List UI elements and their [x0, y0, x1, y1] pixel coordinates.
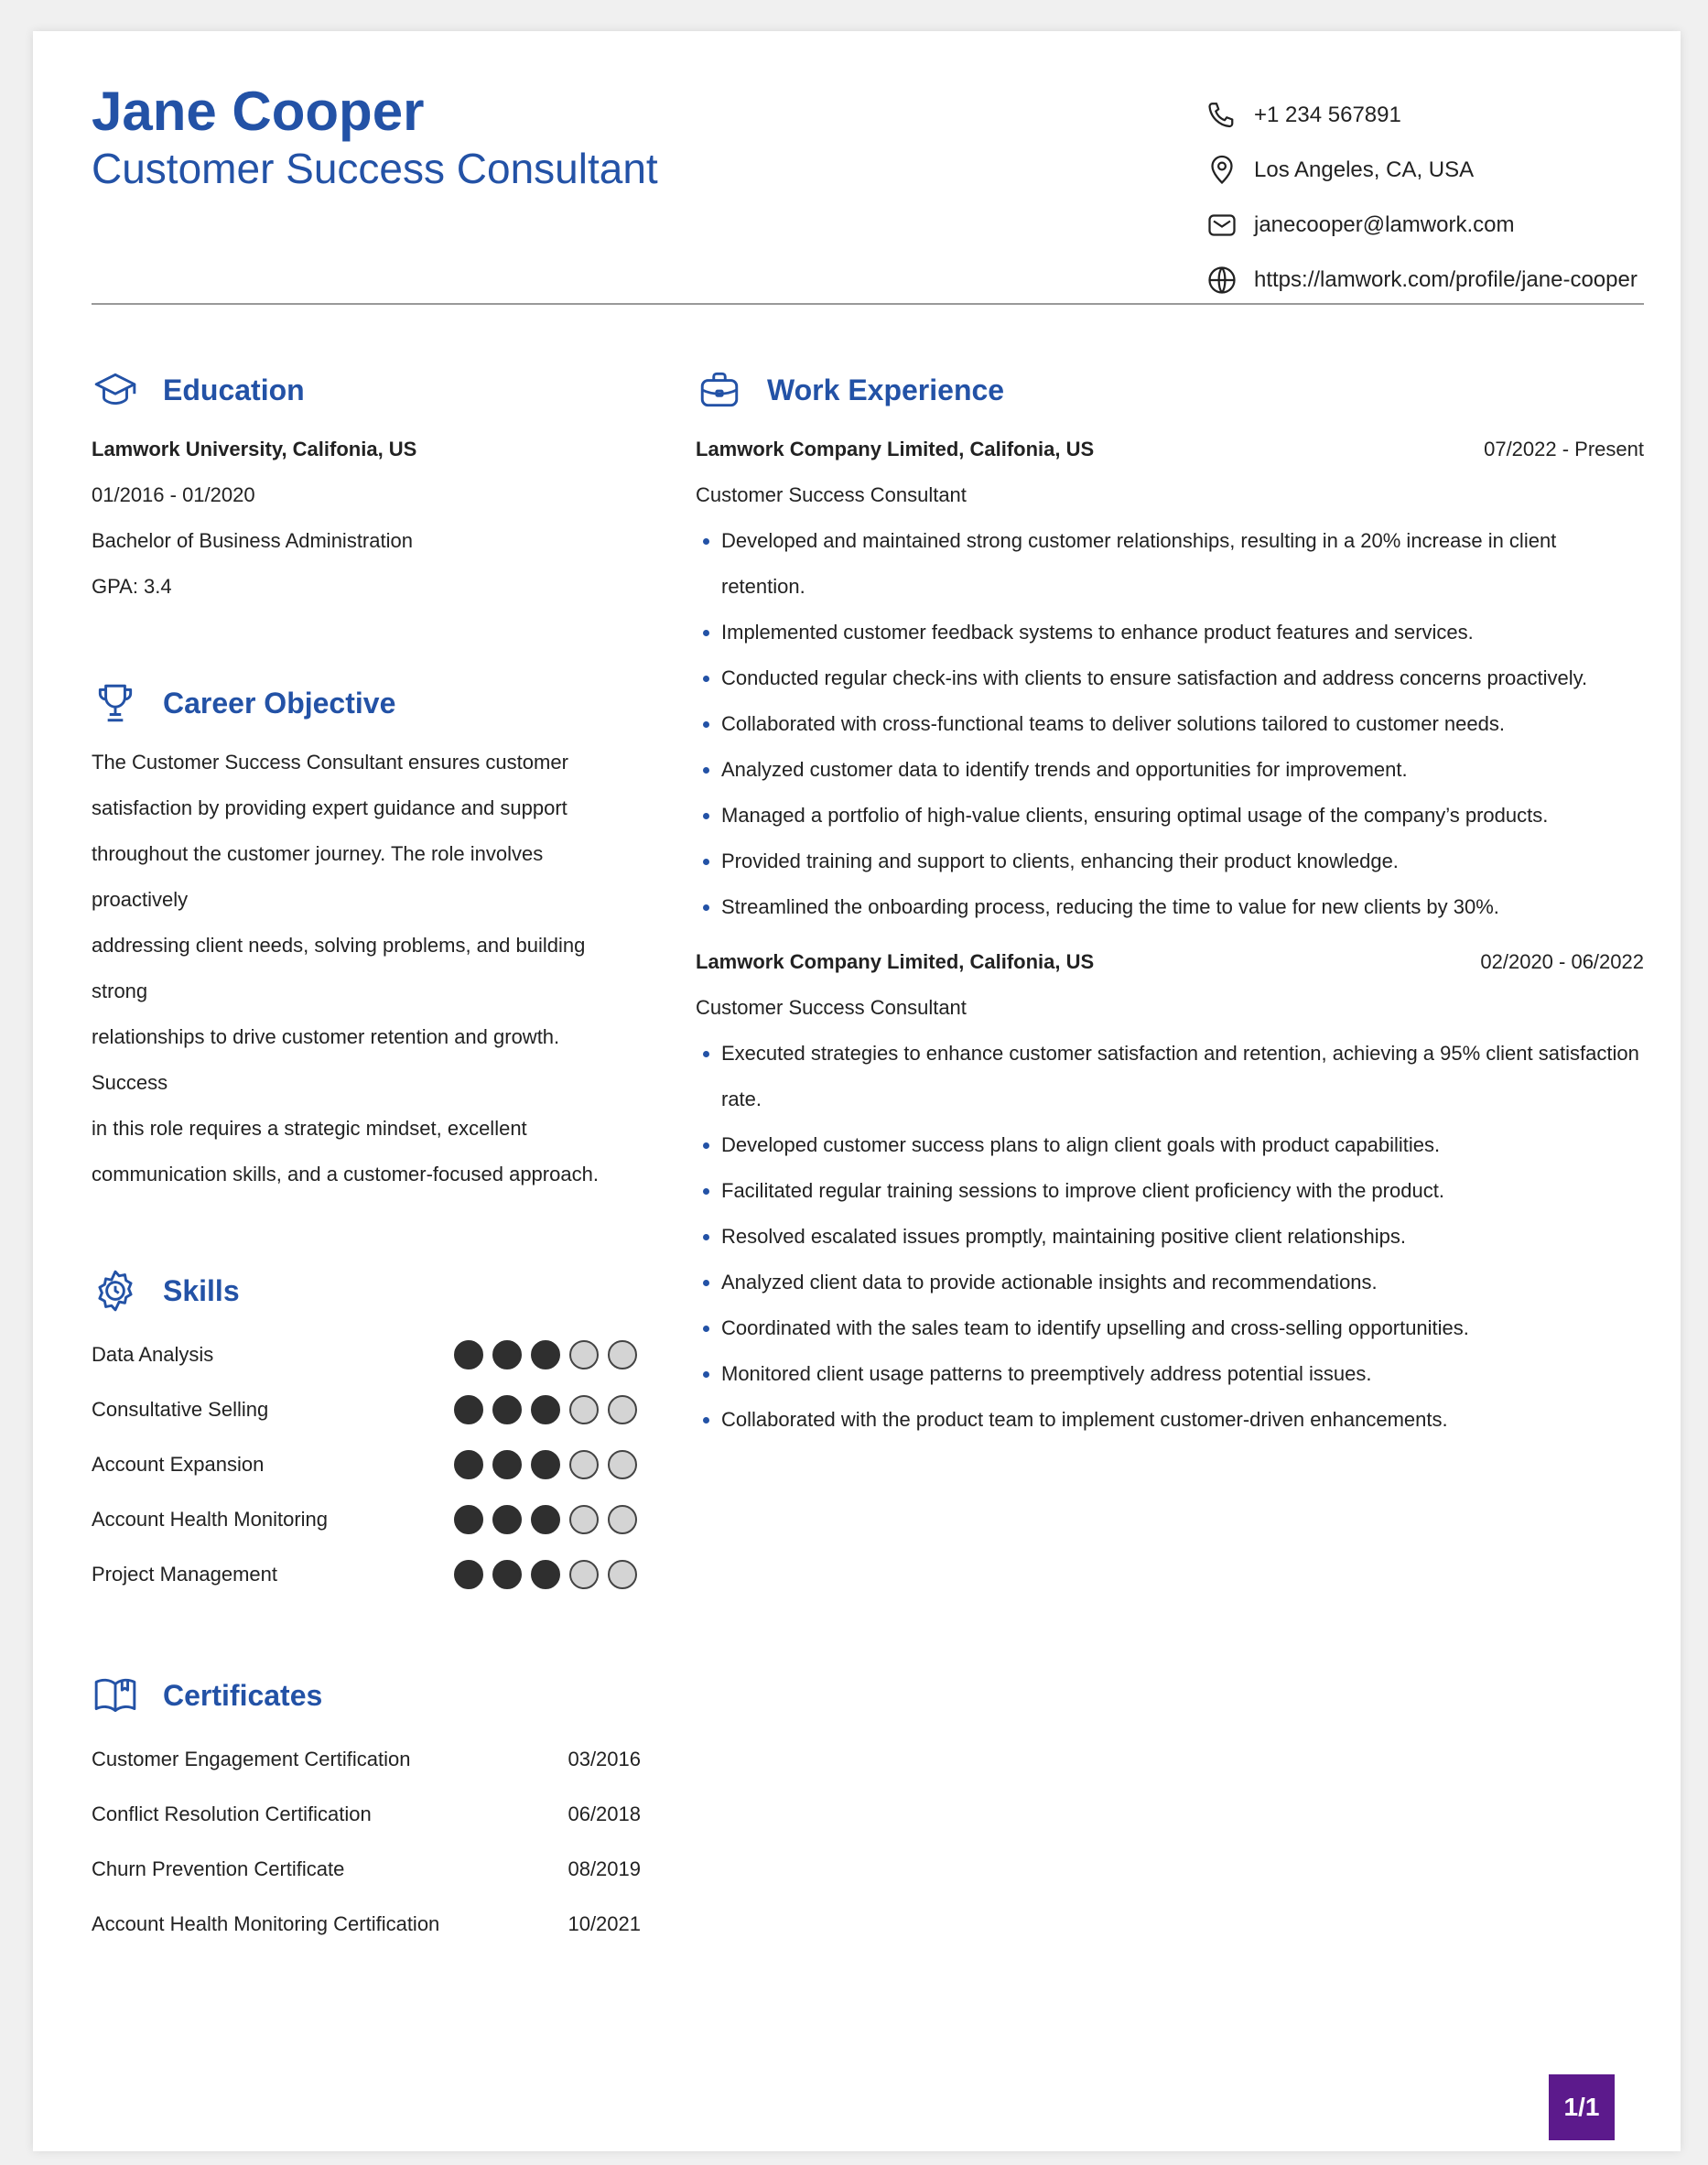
skills-list — [92, 1327, 641, 1602]
contact-website[interactable] — [1205, 253, 1644, 308]
objective-line: throughout the customer journey. The role involves proactively — [92, 842, 544, 911]
job-bullet: Analyzed customer data to identify trends and opportunities for improvement. — [721, 747, 1644, 793]
objective-line: The Customer Success Consultant ensures customer — [92, 751, 568, 774]
objective-line: relationships to drive customer retention and growth. Success — [92, 1025, 560, 1094]
skill-label: Consultative Selling — [92, 1398, 269, 1421]
right-column — [696, 361, 1644, 1443]
rating-dot-filled — [454, 1340, 483, 1369]
resume-page — [33, 31, 1681, 2151]
email-icon — [1205, 208, 1239, 243]
job-dates: 07/2022 - Present — [1484, 438, 1644, 460]
certificate-row — [92, 1787, 641, 1842]
objective-text — [92, 740, 641, 1197]
rating-dot-empty — [569, 1560, 599, 1589]
job-bullets — [696, 518, 1644, 930]
briefcase-icon — [696, 366, 743, 414]
rating-dot-empty — [608, 1340, 637, 1369]
skills-section — [92, 1261, 641, 1602]
job-bullet: Managed a portfolio of high-value clients, ensuring optimal usage of the company’s products. — [721, 793, 1644, 839]
candidate-title: Customer Success Consultant — [92, 145, 658, 192]
job-company: Lamwork Company Limited, Califonia, US — [696, 438, 1095, 460]
certificate-date: 03/2016 — [568, 1748, 641, 1770]
rating-dot-filled — [454, 1505, 483, 1534]
job-company: Lamwork Company Limited, Califonia, US — [696, 950, 1095, 973]
certificate-date: 10/2021 — [568, 1912, 641, 1935]
rating-dot-empty — [608, 1395, 637, 1424]
certificate-row — [92, 1732, 641, 1787]
contact-email[interactable] — [1205, 198, 1644, 253]
job-dates: 02/2020 - 06/2022 — [1480, 950, 1644, 973]
certificate-name: Account Health Monitoring Certification — [92, 1912, 440, 1935]
job-bullet: Provided training and support to clients, enhancing their product knowledge. — [721, 839, 1644, 884]
job-bullet: Resolved escalated issues promptly, maintaining positive client relationships. — [721, 1214, 1644, 1260]
certificate-date: 08/2019 — [568, 1857, 641, 1880]
rating-dot-filled — [454, 1450, 483, 1479]
contact-phone — [1205, 88, 1644, 143]
job-bullet: Coordinated with the sales team to identify upselling and cross-selling opportunities. — [721, 1305, 1644, 1351]
job-entry — [696, 427, 1644, 930]
location-icon — [1205, 153, 1239, 188]
skill-row — [92, 1382, 641, 1437]
certificates-section — [92, 1666, 641, 1952]
skill-rating — [454, 1560, 637, 1589]
education-dates: 01/2016 - 01/2020 — [92, 483, 255, 506]
certificate-name: Customer Engagement Certification — [92, 1748, 411, 1770]
objective-heading — [92, 674, 641, 732]
contact-list — [1205, 88, 1644, 308]
education-section — [92, 361, 641, 610]
education-degree: Bachelor of Business Administration — [92, 529, 413, 552]
rating-dot-filled — [492, 1560, 522, 1589]
rating-dot-empty — [569, 1450, 599, 1479]
header-divider — [92, 303, 1644, 305]
job-bullet: Monitored client usage patterns to preemptively address potential issues. — [721, 1351, 1644, 1397]
rating-dot-filled — [492, 1395, 522, 1424]
skill-label: Account Expansion — [92, 1453, 265, 1476]
skill-rating — [454, 1505, 637, 1534]
rating-dot-filled — [531, 1505, 560, 1534]
page-indicator[interactable]: 1/1 — [1549, 2074, 1615, 2140]
job-bullet: Implemented customer feedback systems to enhance product features and services. — [721, 610, 1644, 655]
job-bullet: Facilitated regular training sessions to improve client proficiency with the product. — [721, 1168, 1644, 1214]
certificate-name: Conflict Resolution Certification — [92, 1802, 372, 1825]
phone-icon — [1205, 98, 1239, 133]
certificates-title: Certificates — [163, 1678, 323, 1712]
certificates-list — [92, 1732, 641, 1952]
objective-line: satisfaction by providing expert guidance and support — [92, 796, 568, 819]
rating-dot-filled — [492, 1505, 522, 1534]
gear-clock-icon — [92, 1267, 139, 1315]
left-column — [92, 361, 641, 1952]
skill-row — [92, 1437, 641, 1492]
rating-dot-filled — [454, 1560, 483, 1589]
contact-email-text[interactable]: janecooper@lamwork.com — [1254, 212, 1515, 237]
objective-line: communication skills, and a customer-focused approach. — [92, 1163, 599, 1185]
education-gpa: GPA: 3.4 — [92, 575, 172, 598]
skill-label: Account Health Monitoring — [92, 1508, 329, 1531]
certificate-date: 06/2018 — [568, 1802, 641, 1825]
graduation-cap-icon — [92, 366, 139, 414]
job-bullet: Collaborated with cross-functional teams to deliver solutions tailored to customer needs. — [721, 701, 1644, 747]
education-heading — [92, 361, 641, 419]
contact-website-text[interactable]: https://lamwork.com/profile/jane-cooper — [1254, 267, 1638, 292]
job-bullets — [696, 1031, 1644, 1443]
skill-rating — [454, 1340, 637, 1369]
rating-dot-filled — [531, 1340, 560, 1369]
skill-row — [92, 1547, 641, 1602]
objective-title: Career Objective — [163, 686, 396, 720]
certificate-row — [92, 1842, 641, 1897]
job-bullet: Developed customer success plans to align client goals with product capabilities. — [721, 1122, 1644, 1168]
skill-rating — [454, 1450, 637, 1479]
job-bullet: Executed strategies to enhance customer satisfaction and retention, achieving a 95% client satisfaction rate. — [721, 1031, 1644, 1122]
contact-phone-text: +1 234 567891 — [1254, 103, 1401, 127]
rating-dot-empty — [608, 1450, 637, 1479]
work-title: Work Experience — [767, 373, 1005, 406]
job-bullet: Analyzed client data to provide actionable insights and recommendations. — [721, 1260, 1644, 1305]
skills-title: Skills — [163, 1273, 240, 1307]
rating-dot-empty — [608, 1560, 637, 1589]
rating-dot-empty — [569, 1340, 599, 1369]
contact-location-text: Los Angeles, CA, USA — [1254, 157, 1475, 182]
globe-icon — [1205, 263, 1239, 298]
rating-dot-empty — [608, 1505, 637, 1534]
job-header — [696, 939, 1644, 985]
skill-label: Data Analysis — [92, 1343, 214, 1366]
contact-location — [1205, 143, 1644, 198]
rating-dot-empty — [569, 1395, 599, 1424]
objective-section — [92, 674, 641, 1197]
rating-dot-filled — [492, 1450, 522, 1479]
objective-line: addressing client needs, solving problems, and building strong — [92, 934, 586, 1002]
job-role: Customer Success Consultant — [696, 483, 967, 506]
objective-line: in this role requires a strategic mindset, excellent — [92, 1117, 527, 1140]
rating-dot-filled — [454, 1395, 483, 1424]
rating-dot-filled — [531, 1395, 560, 1424]
job-bullet: Developed and maintained strong customer relationships, resulting in a 20% increase in client retention. — [721, 518, 1644, 610]
certificate-row — [92, 1897, 641, 1952]
book-icon — [92, 1672, 139, 1719]
rating-dot-filled — [531, 1560, 560, 1589]
skills-heading — [92, 1261, 641, 1320]
skill-label: Project Management — [92, 1563, 277, 1586]
education-title: Education — [163, 373, 305, 406]
rating-dot-empty — [569, 1505, 599, 1534]
rating-dot-filled — [531, 1450, 560, 1479]
job-bullet: Collaborated with the product team to implement customer-driven enhancements. — [721, 1397, 1644, 1443]
candidate-name: Jane Cooper — [92, 81, 425, 142]
trophy-icon — [92, 679, 139, 727]
work-heading — [696, 361, 1644, 419]
job-header — [696, 427, 1644, 472]
certificates-heading — [92, 1666, 641, 1725]
rating-dot-filled — [492, 1340, 522, 1369]
job-bullet: Conducted regular check-ins with clients to ensure satisfaction and address concerns proactively. — [721, 655, 1644, 701]
job-bullet: Streamlined the onboarding process, reducing the time to value for new clients by 30%. — [721, 884, 1644, 930]
job-role: Customer Success Consultant — [696, 996, 967, 1019]
certificate-name: Churn Prevention Certificate — [92, 1857, 345, 1880]
job-entry — [696, 939, 1644, 1443]
education-school: Lamwork University, Califonia, US — [92, 438, 417, 460]
skill-row — [92, 1492, 641, 1547]
skill-row — [92, 1327, 641, 1382]
skill-rating — [454, 1395, 637, 1424]
